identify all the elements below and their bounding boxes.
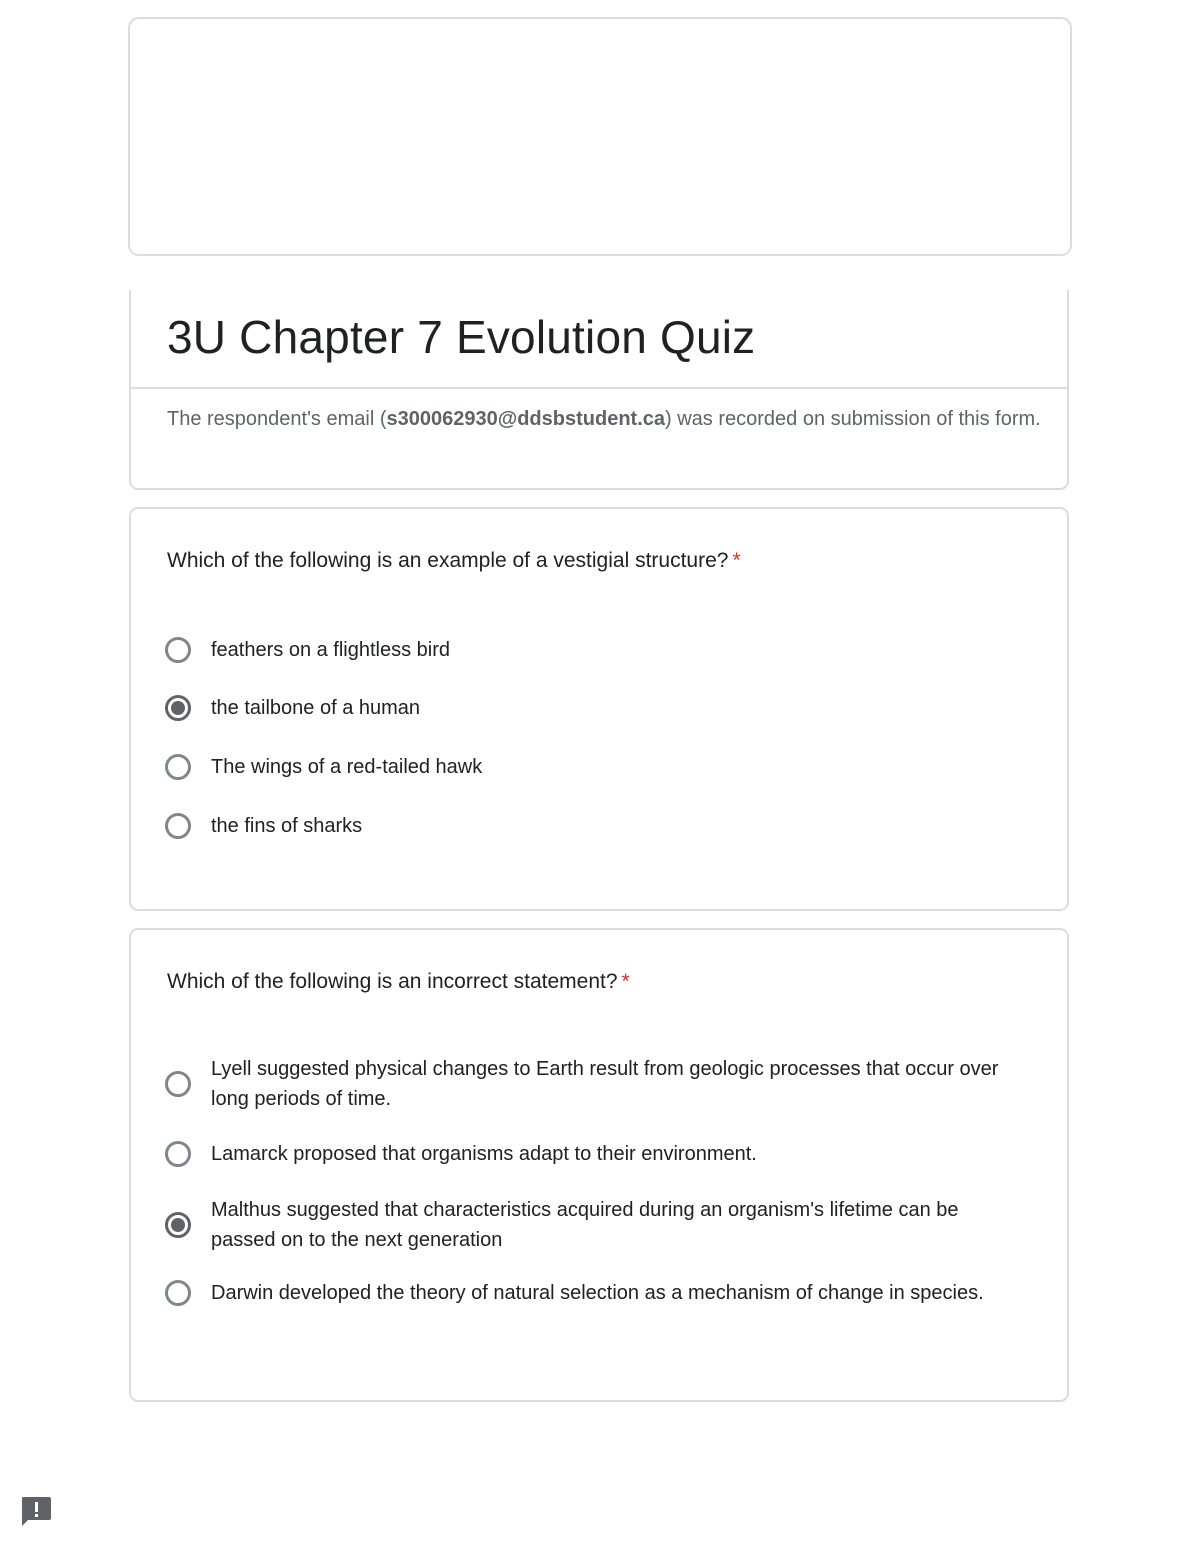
feedback-button[interactable]	[19, 1494, 53, 1528]
radio-button[interactable]	[165, 1280, 191, 1306]
radio-option[interactable]	[165, 1054, 1025, 1114]
email-note-suffix: ) was recorded on submission of this form.	[665, 408, 1041, 430]
option-label: Lamarck proposed that organisms adapt to their environment.	[211, 1143, 757, 1165]
radio-option[interactable]	[165, 1195, 1025, 1255]
radio-button[interactable]	[165, 1071, 191, 1097]
option-label: Darwin developed the theory of natural selection as a mechanism of change in species.	[211, 1282, 984, 1304]
required-asterisk: *	[621, 970, 630, 993]
option-label: the tailbone of a human	[211, 697, 421, 719]
question-text: Which of the following is an example of a vestigial structure?	[167, 549, 729, 572]
radio-option[interactable]	[165, 693, 1025, 723]
title-divider	[131, 387, 1067, 389]
radio-option[interactable]	[165, 752, 1025, 782]
option-label: Malthus suggested that characteristics acquired during an organism's lifetime can be passed on to the next generation	[211, 1199, 959, 1251]
radio-button[interactable]	[165, 1141, 191, 1167]
respondent-email: s300062930@ddsbstudent.ca	[386, 408, 666, 430]
option-label: The wings of a red-tailed hawk	[211, 756, 483, 778]
question-title	[167, 549, 741, 573]
radio-button[interactable]	[165, 637, 191, 663]
option-label: feathers on a flightless bird	[211, 639, 451, 661]
radio-button-selected[interactable]	[165, 695, 191, 721]
radio-option[interactable]	[165, 1139, 1025, 1169]
form-title: 3U Chapter 7 Evolution Quiz	[167, 311, 756, 363]
question-card-1	[129, 507, 1069, 911]
radio-option[interactable]	[165, 811, 1025, 841]
feedback-icon	[19, 1494, 53, 1528]
radio-button[interactable]	[165, 754, 191, 780]
email-note-prefix: The respondent's email (	[167, 408, 387, 430]
radio-option[interactable]	[165, 635, 1025, 665]
radio-button-selected[interactable]	[165, 1212, 191, 1238]
question-card-2	[129, 928, 1069, 1402]
radio-button[interactable]	[165, 813, 191, 839]
question-text: Which of the following is an incorrect statement?	[167, 970, 618, 993]
radio-option[interactable]	[165, 1278, 1025, 1308]
form-title-card	[129, 290, 1069, 490]
email-recorded-note	[167, 405, 1047, 434]
required-asterisk: *	[732, 549, 741, 572]
question-title	[167, 970, 630, 994]
header-banner	[128, 17, 1072, 256]
option-label: the fins of sharks	[211, 815, 363, 837]
option-label: Lyell suggested physical changes to Earth result from geologic processes that occur over long periods of time.	[211, 1058, 999, 1110]
